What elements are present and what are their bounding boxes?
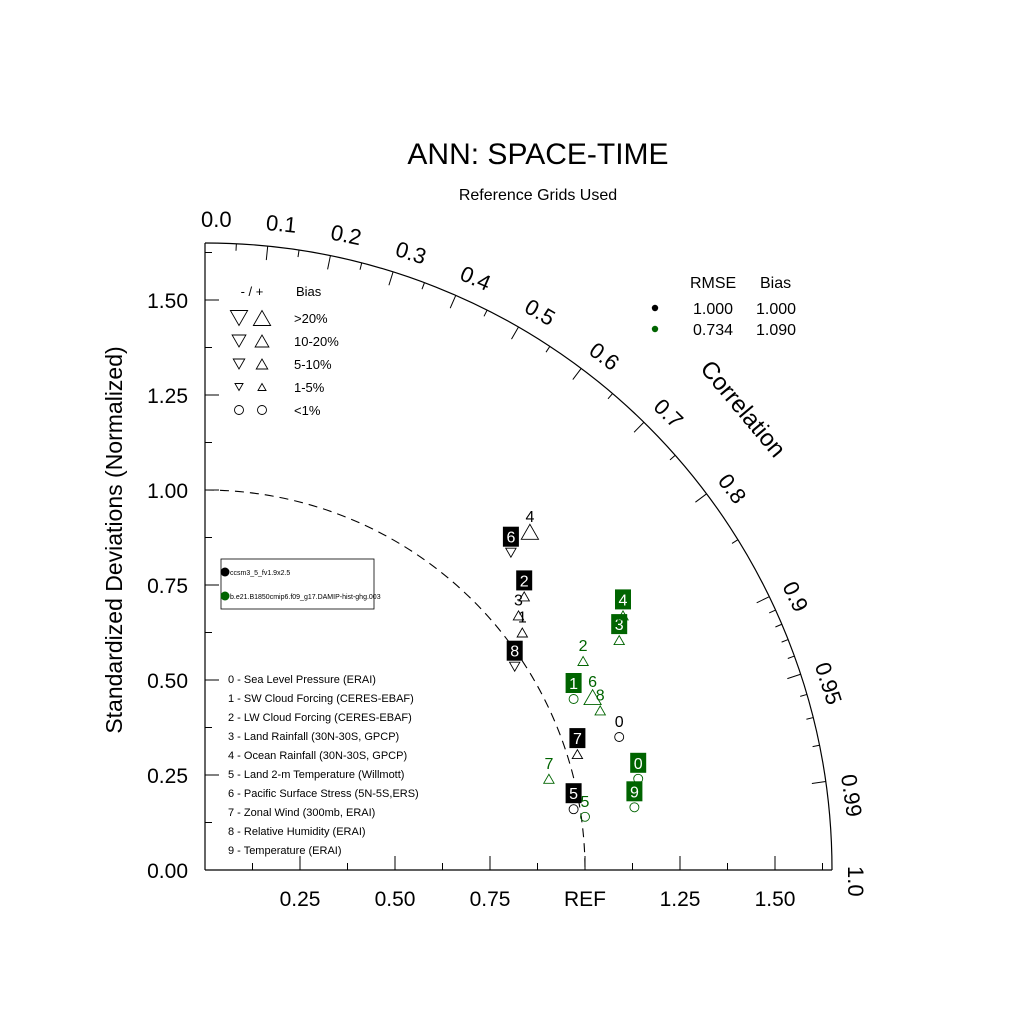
- y-tick-label: 0.75: [147, 575, 188, 598]
- case-legend-dot: [221, 592, 230, 601]
- data-point-label: 2: [520, 573, 529, 590]
- correlation-tick: [328, 256, 331, 270]
- data-point-label: 4: [525, 509, 534, 526]
- data-point-marker: [581, 812, 590, 821]
- case-legend-box: [221, 559, 374, 609]
- series-2: [544, 589, 646, 810]
- bias-legend-triangle-down: [232, 335, 246, 347]
- correlation-minor-tick: [782, 640, 789, 643]
- case-legend-name: b.e21.B1850cmip6.f09_g17.DAMIP-hist-ghg.003: [230, 594, 381, 601]
- correlation-minor-tick: [422, 283, 424, 290]
- data-point-label: 7: [573, 731, 582, 748]
- correlation-tick: [787, 674, 800, 678]
- bias-legend-circle: [258, 406, 267, 415]
- correlation-axis-label: Correlation: [695, 356, 791, 463]
- correlation-minor-tick: [769, 610, 775, 613]
- correlation-tick-label: 0.95: [810, 659, 847, 707]
- correlation-minor-tick: [813, 745, 820, 746]
- correlation-minor-tick: [298, 250, 299, 257]
- variable-legend-item: 8 - Relative Humidity (ERAI): [228, 826, 366, 838]
- variable-legend-item: 5 - Land 2-m Temperature (Willmott): [228, 769, 404, 781]
- data-point-label: 0: [634, 756, 643, 773]
- data-point-marker: [521, 524, 538, 539]
- bias-legend-label: 1-5%: [294, 380, 325, 395]
- y-tick-label: 0.50: [147, 670, 188, 693]
- y-tick-label: 0.00: [147, 860, 188, 883]
- data-point-label: 9: [630, 784, 639, 801]
- x-tick-label: 0.50: [375, 888, 416, 911]
- stats-legend-bias-value: 1.090: [756, 322, 796, 339]
- correlation-minor-tick: [670, 455, 675, 460]
- data-point-label: 1: [518, 610, 527, 627]
- data-point-marker: [578, 657, 588, 666]
- data-point-label: 1: [569, 676, 578, 693]
- data-point-label: 4: [619, 592, 628, 609]
- stats-legend-rmse-header: RMSE: [690, 275, 736, 292]
- case-legend: [221, 559, 381, 609]
- variable-legend-item: 1 - SW Cloud Forcing (CERES-EBAF): [228, 693, 414, 705]
- data-point-marker: [572, 750, 582, 759]
- stats-legend-dot: [652, 326, 658, 332]
- bias-legend-label: >20%: [294, 311, 328, 326]
- data-point-label: 2: [579, 638, 588, 655]
- correlation-tick-label: 0.0: [201, 207, 232, 232]
- data-point-label: 5: [569, 786, 578, 803]
- case-legend-name: ccsm3_5_fv1.9x2.5: [230, 570, 290, 577]
- bias-legend: [230, 284, 339, 418]
- data-point-label: 6: [506, 530, 515, 547]
- correlation-tick-label: 0.7: [649, 394, 688, 433]
- correlation-tick: [757, 597, 770, 603]
- stats-legend-rmse-value: 0.734: [693, 322, 733, 339]
- x-tick-label: 1.50: [755, 888, 796, 911]
- variable-legend-item: 0 - Sea Level Pressure (ERAI): [228, 674, 376, 686]
- bias-legend-triangle-down: [230, 311, 247, 326]
- bias-legend-label: 10-20%: [294, 334, 339, 349]
- correlation-minor-tick: [360, 263, 362, 270]
- correlation-tick-label: 0.3: [393, 236, 430, 269]
- correlation-tick: [266, 246, 267, 260]
- data-point-marker: [615, 733, 624, 742]
- correlation-minor-tick: [806, 718, 813, 720]
- data-point-marker: [595, 706, 605, 715]
- data-point-marker: [506, 548, 516, 557]
- correlation-tick-label: 0.4: [457, 261, 495, 296]
- variable-legend-item: 3 - Land Rainfall (30N-30S, GPCP): [228, 731, 399, 743]
- stats-legend-bias-header: Bias: [760, 275, 791, 292]
- case-legend-dot: [221, 568, 230, 577]
- bias-legend-triangle-up: [253, 311, 270, 326]
- stats-legend-rmse-value: 1.000: [693, 301, 733, 318]
- correlation-tick: [389, 272, 393, 285]
- bias-legend-label: <1%: [294, 403, 321, 418]
- correlation-tick-label: 0.9: [777, 577, 813, 615]
- correlation-minor-tick: [546, 346, 550, 352]
- y-tick-label: 1.50: [147, 290, 188, 313]
- bias-legend-triangle-up: [256, 359, 268, 369]
- correlation-minor-tick: [788, 656, 795, 658]
- stats-legend-bias-value: 1.000: [756, 301, 796, 318]
- series-1: [503, 509, 624, 803]
- correlation-tick: [450, 295, 456, 308]
- bias-legend-label: 5-10%: [294, 357, 332, 372]
- data-point-marker: [630, 803, 639, 812]
- data-point-marker: [569, 805, 578, 814]
- correlation-tick-label: 1.0: [843, 866, 868, 897]
- data-point-marker: [614, 636, 624, 645]
- correlation-minor-tick: [800, 694, 807, 696]
- correlation-tick-label: 0.5: [521, 294, 560, 331]
- stats-legend-dot: [652, 305, 658, 311]
- data-point-label: 0: [615, 714, 624, 731]
- correlation-minor-tick: [484, 310, 487, 316]
- bias-legend-triangle-up: [255, 335, 269, 347]
- correlation-minor-tick: [608, 394, 613, 399]
- y-axis-label: Standardized Deviations (Normalized): [101, 346, 127, 733]
- correlation-tick: [512, 327, 519, 339]
- x-tick-label: 0.75: [470, 888, 511, 911]
- bias-legend-header-sign: - / +: [241, 284, 264, 299]
- data-point-label: 6: [588, 674, 597, 691]
- variable-legend-item: 6 - Pacific Surface Stress (5N-5S,ERS): [228, 788, 419, 800]
- chart-title: ANN: SPACE-TIME: [407, 138, 668, 171]
- variable-legend-item: 9 - Temperature (ERAI): [228, 845, 342, 857]
- y-tick-label: 1.25: [147, 385, 188, 408]
- data-point-marker: [517, 628, 527, 637]
- data-point-marker: [510, 662, 520, 671]
- data-point-label: 5: [581, 794, 590, 811]
- correlation-tick-label: 0.99: [836, 773, 867, 819]
- variable-legend-item: 7 - Zonal Wind (300mb, ERAI): [228, 807, 375, 819]
- bias-legend-triangle-down: [235, 384, 243, 391]
- correlation-minor-tick: [775, 624, 781, 627]
- data-point-marker: [544, 774, 554, 783]
- correlation-tick: [812, 782, 826, 784]
- correlation-tick-label: 0.8: [713, 469, 751, 508]
- correlation-tick-label: 0.6: [585, 337, 624, 375]
- variable-legend: [228, 674, 419, 857]
- data-point-label: 7: [544, 756, 553, 773]
- x-tick-label: 0.25: [280, 888, 321, 911]
- y-tick-label: 0.25: [147, 765, 188, 788]
- variable-legend-item: 4 - Ocean Rainfall (30N-30S, GPCP): [228, 750, 407, 762]
- ref-label: REF: [564, 888, 606, 911]
- correlation-minor-tick: [732, 540, 738, 544]
- data-point-marker: [569, 695, 578, 704]
- correlation-tick: [573, 368, 581, 379]
- variable-legend-item: 2 - LW Cloud Forcing (CERES-EBAF): [228, 712, 412, 724]
- data-point-label: 8: [596, 687, 605, 704]
- data-point-label: 3: [615, 617, 624, 634]
- data-point-label: 8: [510, 644, 519, 661]
- x-tick-label: 1.25: [660, 888, 701, 911]
- correlation-tick: [695, 494, 706, 502]
- correlation-tick: [634, 422, 644, 432]
- y-tick-label: 1.00: [147, 480, 188, 503]
- bias-legend-circle: [235, 406, 244, 415]
- stats-legend: [652, 275, 796, 339]
- correlation-tick-label: 0.1: [265, 210, 298, 238]
- bias-legend-header-bias: Bias: [296, 284, 322, 299]
- chart-subtitle: Reference Grids Used: [459, 187, 617, 204]
- data-point-label: 3: [514, 592, 523, 609]
- correlation-tick-label: 0.2: [329, 220, 364, 251]
- bias-legend-triangle-down: [233, 359, 245, 369]
- bias-legend-triangle-up: [258, 384, 266, 391]
